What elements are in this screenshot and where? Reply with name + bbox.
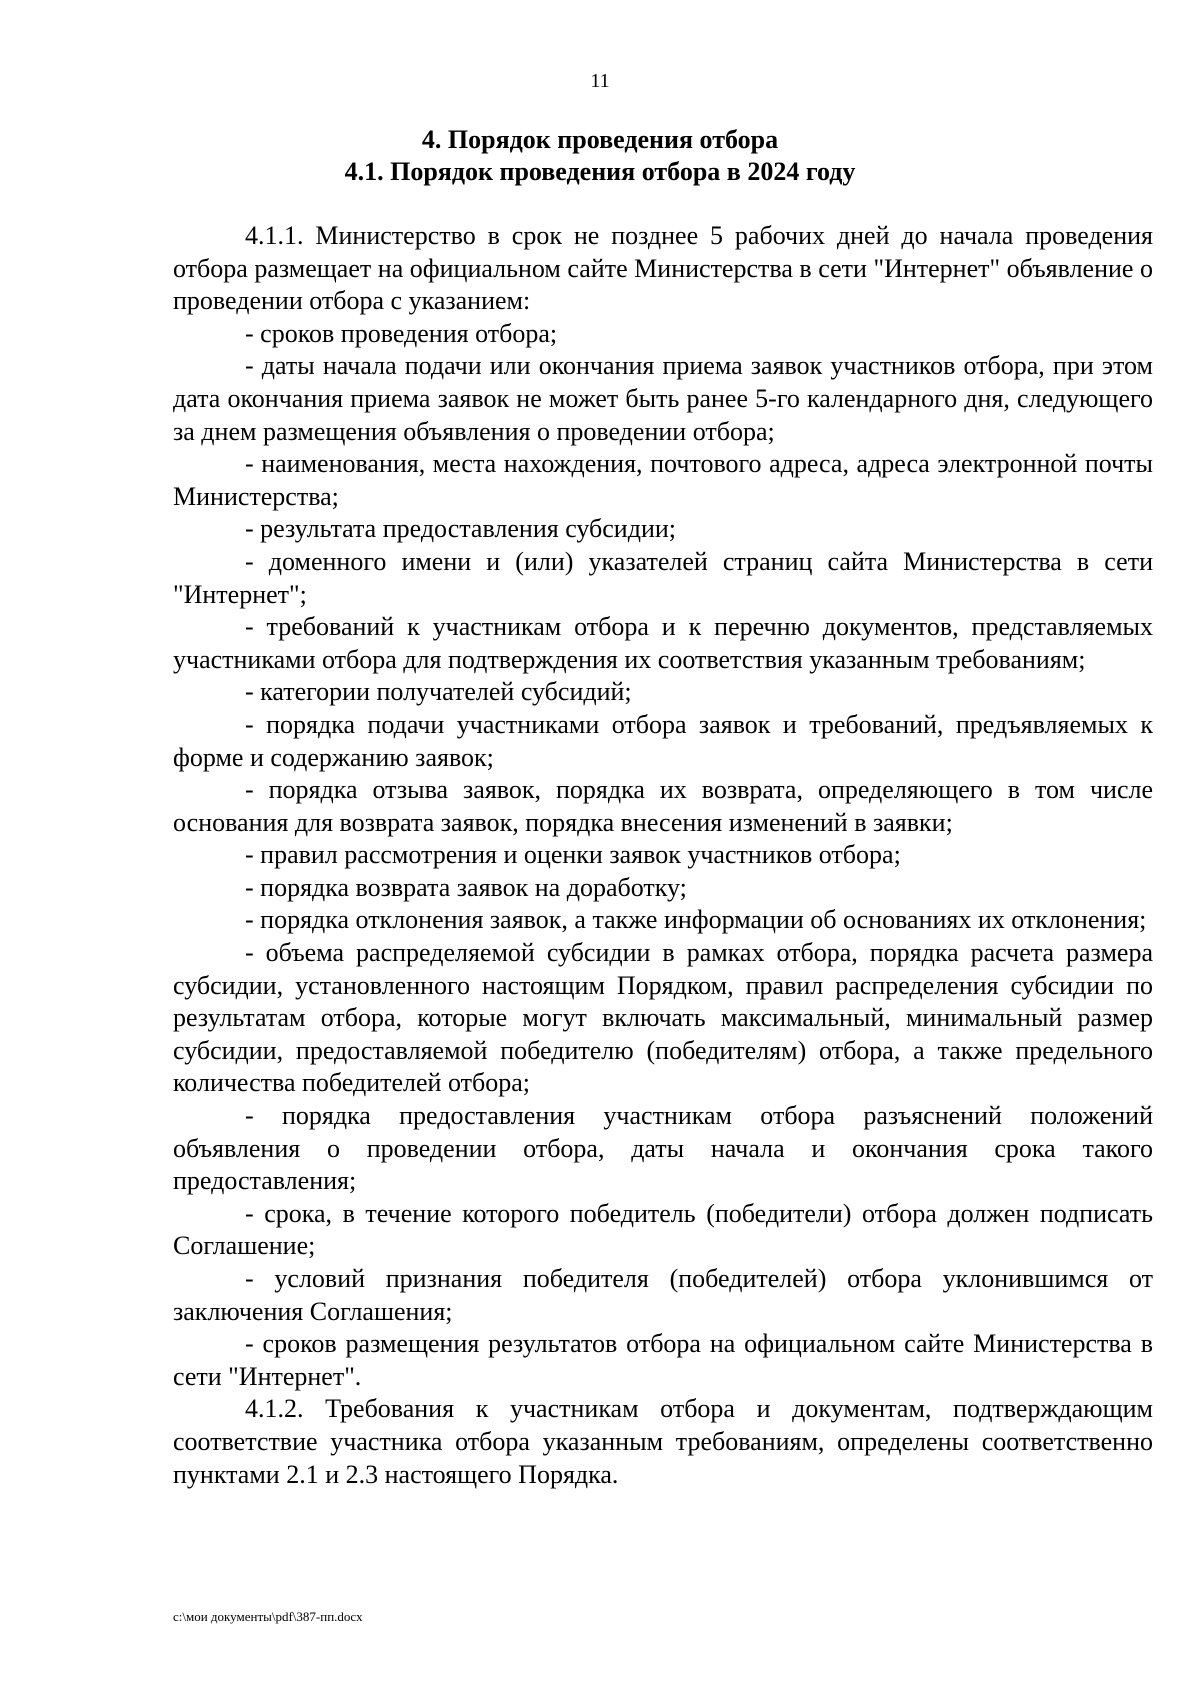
list-item: - наименования, места нахождения, почтового адреса, адреса электронной почты Министерства; — [173, 449, 1153, 511]
section-title: 4. Порядок проведения отбора — [421, 125, 779, 154]
list-item: - результата предоставления субсидии; — [245, 514, 677, 544]
list-item: - порядка подачи участниками отбора заявок и требований, предъявляемых к форме и содержанию заявок; — [173, 709, 1153, 772]
footer-file-path: c:\мои документы\pdf\387-пп.docx — [173, 1609, 363, 1624]
list-item: - требований к участникам отбора и к перечню документов, представляемых участниками отбора для подтверждения их соответствия указанным требованиям; — [173, 612, 1153, 674]
list-item: - объема распределяемой субсидии в рамках отбора, порядка расчета размера субсидии, установленного настоящим Порядком, правил распределения субсидии по результатам отбора, которые могут включать максимальный, минимальный размер субсидии, предоставляемой победителю (победителям) отбора, а также предельного количества победителей отбора; — [173, 938, 1153, 1098]
paragraph: 4.1.1. Министерство в срок не позднее 5 рабочих дней до начала проведения отбора размещает на официальном сайте Министерства в сети "Интернет" объявление о проведении отбора с указанием: — [173, 221, 1153, 316]
subsection-title: 4.1. Порядок проведения отбора в 2024 году — [344, 157, 856, 186]
list-item: - условий признания победителя (победителей) отбора уклонившимся от заключения Соглашения; — [173, 1264, 1153, 1326]
list-item: - сроков размещения результатов отбора на официальном сайте Министерства в сети "Интернет". — [173, 1329, 1153, 1391]
list-item: - доменного имени и (или) указателей страниц сайта Министерства в сети "Интернет"; — [173, 546, 1153, 609]
list-item: - правил рассмотрения и оценки заявок участников отбора; — [245, 840, 901, 870]
section-headings — [0, 124, 1200, 188]
list-item: - сроков проведения отбора; — [245, 318, 558, 348]
document-body — [173, 220, 1153, 1491]
list-item: - порядка отклонения заявок, а также информации об основаниях их отклонения; — [245, 905, 1147, 935]
paragraph: 4.1.2. Требования к участникам отбора и документам, подтверждающим соответствие участника отбора указанным требованиям, определены соответственно пунктами 2.1 и 2.3 настоящего Порядка. — [173, 1394, 1153, 1489]
list-item: - порядка отзыва заявок, порядка их возврата, определяющего в том числе основания для возврата заявок, порядка внесения изменений в заявки; — [173, 775, 1153, 837]
list-item: - порядка предоставления участникам отбора разъяснений положений объявления о проведении отбора, даты начала и окончания срока такого предоставления; — [173, 1101, 1153, 1196]
list-item: - даты начала подачи или окончания приема заявок участников отбора, при этом дата окончания приема заявок не может быть ранее 5-го календарного дня, следующего за днем размещения объявления о проведении отбора; — [173, 351, 1153, 446]
page-number: 11 — [590, 70, 610, 92]
list-item: - срока, в течение которого победитель (победители) отбора должен подписать Соглашение; — [173, 1198, 1153, 1261]
list-item: - порядка возврата заявок на доработку; — [245, 872, 687, 902]
list-item: - категории получателей субсидий; — [245, 677, 632, 707]
